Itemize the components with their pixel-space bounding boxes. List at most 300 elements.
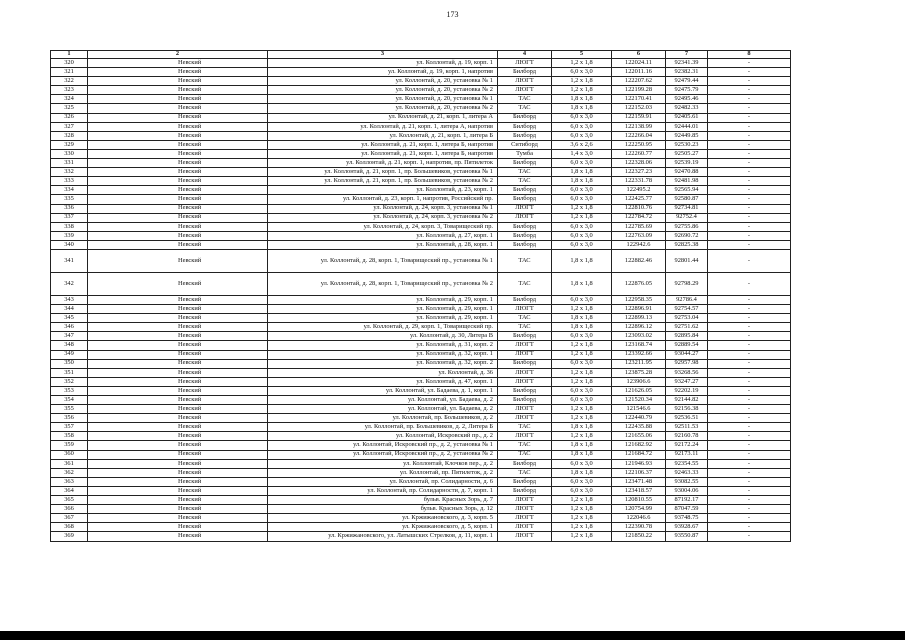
district-cell: Невский (88, 377, 268, 386)
address-cell: ул. Коллонтай, д. 23, корп. 1 (268, 186, 498, 195)
construction-type-cell: ТАС (498, 314, 552, 323)
coord-y-cell: 87192.17 (666, 496, 708, 505)
construction-type-cell: ТАС (498, 249, 552, 272)
size-cell: 6,0 х 3,0 (552, 359, 612, 368)
address-cell: ул. Коллонтай, ул. Бадаева, д. 2 (268, 405, 498, 414)
construction-type-cell: ТАС (498, 104, 552, 113)
row-number-cell: 342 (51, 272, 88, 295)
address-cell: ул. Кржижановского, д. 5, корп. 1 (268, 523, 498, 532)
table-row (51, 396, 791, 405)
coord-x-cell: 122266.04 (612, 131, 666, 140)
table-row (51, 177, 791, 186)
note-cell: - (708, 159, 791, 168)
row-number-cell: 334 (51, 186, 88, 195)
construction-type-cell: ЛЮГТ (498, 377, 552, 386)
coord-y-cell: 93928.67 (666, 523, 708, 532)
note-cell: - (708, 122, 791, 131)
coord-x-cell: 120810.55 (612, 496, 666, 505)
table-row (51, 122, 791, 131)
coord-y-cell: 92449.85 (666, 131, 708, 140)
row-number-cell: 328 (51, 131, 88, 140)
column-header: 8 (708, 51, 791, 59)
coord-y-cell: 92405.61 (666, 113, 708, 122)
row-number-cell: 358 (51, 432, 88, 441)
district-cell: Невский (88, 332, 268, 341)
note-cell: - (708, 532, 791, 541)
district-cell: Невский (88, 350, 268, 359)
size-cell: 1,2 х 1,8 (552, 204, 612, 213)
coord-y-cell: 87047.59 (666, 505, 708, 514)
note-cell: - (708, 423, 791, 432)
address-cell: ул. Коллонтай, д. 29, корп. 1 (268, 314, 498, 323)
district-cell: Невский (88, 514, 268, 523)
table-row (51, 332, 791, 341)
coord-y-cell: 92479.44 (666, 77, 708, 86)
coord-y-cell: 93044.27 (666, 350, 708, 359)
note-cell: - (708, 249, 791, 272)
address-cell: ул. Коллонтай, д. 30, Литера В (268, 332, 498, 341)
address-cell: ул. Кржижановского, ул. Латышских Стрелков, д. 11, корп. 1 (268, 532, 498, 541)
row-number-cell: 343 (51, 295, 88, 304)
coord-y-cell: 92536.51 (666, 414, 708, 423)
coord-x-cell: 121684.72 (612, 450, 666, 459)
coord-x-cell: 122159.91 (612, 113, 666, 122)
district-cell: Невский (88, 231, 268, 240)
row-number-cell: 324 (51, 95, 88, 104)
table-row (51, 168, 791, 177)
address-cell: ул. Коллонтай, д. 28, корп. 1 (268, 240, 498, 249)
construction-type-cell: Билборд (498, 486, 552, 495)
row-number-cell: 361 (51, 459, 88, 468)
address-cell: ул. Коллонтай, д. 20, установка № 2 (268, 86, 498, 95)
size-cell: 1,8 х 1,8 (552, 177, 612, 186)
row-number-cell: 350 (51, 359, 88, 368)
size-cell: 1,2 х 1,8 (552, 77, 612, 86)
coord-y-cell: 92475.79 (666, 86, 708, 95)
district-cell: Невский (88, 359, 268, 368)
column-header: 3 (268, 51, 498, 59)
address-cell: ул. Коллонтай, д. 21, корп. 1, литера Б, напротив (268, 140, 498, 149)
district-cell: Невский (88, 441, 268, 450)
coord-x-cell: 122785.69 (612, 222, 666, 231)
note-cell: - (708, 77, 791, 86)
district-cell: Невский (88, 68, 268, 77)
coord-x-cell: 123471.48 (612, 477, 666, 486)
district-cell: Невский (88, 140, 268, 149)
construction-type-cell: Билборд (498, 396, 552, 405)
district-cell: Невский (88, 95, 268, 104)
row-number-cell: 341 (51, 249, 88, 272)
construction-type-cell: ЛЮГТ (498, 350, 552, 359)
note-cell: - (708, 405, 791, 414)
row-number-cell: 369 (51, 532, 88, 541)
coord-y-cell: 92463.33 (666, 468, 708, 477)
row-number-cell: 360 (51, 450, 88, 459)
coord-x-cell: 122495.2 (612, 186, 666, 195)
construction-type-cell: ЛЮГТ (498, 523, 552, 532)
district-cell: Невский (88, 396, 268, 405)
table-row (51, 231, 791, 240)
coord-x-cell: 122882.46 (612, 249, 666, 272)
coord-x-cell: 122899.13 (612, 314, 666, 323)
row-number-cell: 351 (51, 368, 88, 377)
row-number-cell: 346 (51, 323, 88, 332)
column-header: 2 (88, 51, 268, 59)
note-cell: - (708, 377, 791, 386)
address-cell: ул. Коллонтай, д. 24, корп. 3, установка № 1 (268, 204, 498, 213)
row-number-cell: 333 (51, 177, 88, 186)
note-cell: - (708, 240, 791, 249)
note-cell: - (708, 131, 791, 140)
construction-type-cell: Билборд (498, 240, 552, 249)
address-cell: ул. Коллонтай, Клочков пер., д. 2 (268, 459, 498, 468)
address-cell: ул. Коллонтай, ул. Бадаева, д. 2 (268, 396, 498, 405)
row-number-cell: 320 (51, 59, 88, 68)
size-cell: 6,0 х 3,0 (552, 231, 612, 240)
address-cell: ул. Коллонтай, д. 21, корп. 1, пр. Большевиков, установка № 2 (268, 177, 498, 186)
coord-x-cell: 122046.6 (612, 514, 666, 523)
row-number-cell: 365 (51, 496, 88, 505)
coord-y-cell: 92755.86 (666, 222, 708, 231)
table-row (51, 159, 791, 168)
column-header: 7 (666, 51, 708, 59)
coord-y-cell: 92156.38 (666, 405, 708, 414)
note-cell: - (708, 414, 791, 423)
coord-x-cell: 123875.28 (612, 368, 666, 377)
coord-x-cell: 122011.16 (612, 68, 666, 77)
table-row (51, 272, 791, 295)
coord-y-cell: 92530.23 (666, 140, 708, 149)
note-cell: - (708, 441, 791, 450)
size-cell: 1,4 х 3,0 (552, 149, 612, 158)
address-cell: ул. Коллонтай, д. 24, корп. 3, Товарищеский пр. (268, 222, 498, 231)
size-cell: 1,8 х 1,8 (552, 314, 612, 323)
size-cell: 1,2 х 1,8 (552, 514, 612, 523)
size-cell: 6,0 х 3,0 (552, 240, 612, 249)
scan-bottom-edge (0, 631, 905, 640)
row-number-cell: 331 (51, 159, 88, 168)
district-cell: Невский (88, 314, 268, 323)
coord-x-cell: 122958.35 (612, 295, 666, 304)
row-number-cell: 356 (51, 414, 88, 423)
table-row (51, 95, 791, 104)
construction-type-cell: ЛЮГТ (498, 86, 552, 95)
address-cell: ул. Коллонтай, д. 28, корп. 1, Товарищеский пр., установка № 2 (268, 272, 498, 295)
address-cell: ул. Коллонтай, д. 28, корп. 1, Товарищеский пр., установка № 1 (268, 249, 498, 272)
size-cell: 1,8 х 1,8 (552, 104, 612, 113)
table-row (51, 441, 791, 450)
coord-x-cell: 123211.95 (612, 359, 666, 368)
row-number-cell: 362 (51, 468, 88, 477)
construction-type-cell: Тумба (498, 149, 552, 158)
coord-y-cell: 93748.75 (666, 514, 708, 523)
construction-type-cell: ЛЮГТ (498, 204, 552, 213)
table-row (51, 149, 791, 158)
placement-table (50, 50, 791, 542)
coord-x-cell: 122152.03 (612, 104, 666, 113)
table-row (51, 486, 791, 495)
table-row (51, 140, 791, 149)
size-cell: 6,0 х 3,0 (552, 477, 612, 486)
row-number-cell: 366 (51, 505, 88, 514)
table-row (51, 359, 791, 368)
construction-type-cell: Билборд (498, 222, 552, 231)
note-cell: - (708, 204, 791, 213)
address-cell: ул. Коллонтай, пр. Большевиков, д. 2 (268, 414, 498, 423)
table-row (51, 514, 791, 523)
district-cell: Невский (88, 104, 268, 113)
note-cell: - (708, 59, 791, 68)
row-number-cell: 344 (51, 305, 88, 314)
coord-x-cell: 122896.91 (612, 305, 666, 314)
column-number-row (51, 51, 791, 59)
coord-x-cell: 121850.22 (612, 532, 666, 541)
address-cell: ул. Коллонтай, Искровский пр., д. 2, установка № 2 (268, 450, 498, 459)
coord-x-cell: 122328.06 (612, 159, 666, 168)
construction-type-cell: Билборд (498, 113, 552, 122)
table-row (51, 186, 791, 195)
coord-x-cell: 121655.06 (612, 432, 666, 441)
address-cell: ул. Коллонтай, д. 29, корп. 1, Товарищеский пр. (268, 323, 498, 332)
construction-type-cell: ЛЮГТ (498, 77, 552, 86)
column-header: 6 (612, 51, 666, 59)
coord-y-cell: 92539.19 (666, 159, 708, 168)
coord-x-cell: 122331.78 (612, 177, 666, 186)
address-cell: ул. Коллонтай, д. 20, установка № 1 (268, 95, 498, 104)
coord-y-cell: 92160.78 (666, 432, 708, 441)
construction-type-cell: ЛЮГТ (498, 514, 552, 523)
size-cell: 1,2 х 1,8 (552, 86, 612, 95)
size-cell: 1,2 х 1,8 (552, 368, 612, 377)
table-row (51, 459, 791, 468)
note-cell: - (708, 305, 791, 314)
row-number-cell: 352 (51, 377, 88, 386)
size-cell: 6,0 х 3,0 (552, 386, 612, 395)
size-cell: 6,0 х 3,0 (552, 222, 612, 231)
size-cell: 1,2 х 1,8 (552, 496, 612, 505)
size-cell: 1,8 х 1,8 (552, 323, 612, 332)
coord-y-cell: 92754.57 (666, 305, 708, 314)
coord-y-cell: 93004.06 (666, 486, 708, 495)
coord-x-cell: 121682.92 (612, 441, 666, 450)
table-row (51, 314, 791, 323)
size-cell: 1,2 х 1,8 (552, 405, 612, 414)
row-number-cell: 322 (51, 77, 88, 86)
construction-type-cell: ТАС (498, 168, 552, 177)
address-cell: ул. Коллонтай, д. 29, корп. 1 (268, 295, 498, 304)
row-number-cell: 338 (51, 222, 88, 231)
note-cell: - (708, 95, 791, 104)
coord-x-cell: 122024.11 (612, 59, 666, 68)
row-number-cell: 359 (51, 441, 88, 450)
district-cell: Невский (88, 368, 268, 377)
coord-y-cell: 92753.04 (666, 314, 708, 323)
district-cell: Невский (88, 405, 268, 414)
table-body (51, 59, 791, 542)
table-row (51, 104, 791, 113)
size-cell: 6,0 х 3,0 (552, 332, 612, 341)
note-cell: - (708, 68, 791, 77)
note-cell: - (708, 104, 791, 113)
coord-x-cell: 123168.74 (612, 341, 666, 350)
row-number-cell: 345 (51, 314, 88, 323)
coord-y-cell: 93268.56 (666, 368, 708, 377)
coord-y-cell: 92751.62 (666, 323, 708, 332)
district-cell: Невский (88, 204, 268, 213)
address-cell: ул. Коллонтай, д. 21, корп. 1, литера Б (268, 131, 498, 140)
note-cell: - (708, 450, 791, 459)
table-row (51, 222, 791, 231)
district-cell: Невский (88, 213, 268, 222)
coord-x-cell: 122435.88 (612, 423, 666, 432)
address-cell: ул. Коллонтай, д. 47, корп. 1 (268, 377, 498, 386)
address-cell: ул. Коллонтай, д. 32, корп. 2 (268, 359, 498, 368)
size-cell: 1,2 х 1,8 (552, 350, 612, 359)
size-cell: 1,2 х 1,8 (552, 341, 612, 350)
size-cell: 1,2 х 1,8 (552, 432, 612, 441)
construction-type-cell: ЛЮГТ (498, 59, 552, 68)
coord-y-cell: 92752.4 (666, 213, 708, 222)
district-cell: Невский (88, 240, 268, 249)
row-number-cell: 336 (51, 204, 88, 213)
note-cell: - (708, 186, 791, 195)
construction-type-cell: Билборд (498, 131, 552, 140)
district-cell: Невский (88, 77, 268, 86)
note-cell: - (708, 86, 791, 95)
construction-type-cell: ЛЮГТ (498, 341, 552, 350)
coord-x-cell: 121520.34 (612, 396, 666, 405)
construction-type-cell: ТАС (498, 272, 552, 295)
district-cell: Невский (88, 523, 268, 532)
construction-type-cell: Билборд (498, 386, 552, 395)
size-cell: 6,0 х 3,0 (552, 68, 612, 77)
address-cell: ул. Коллонтай, д. 21, корп. 1, литера А, напротив (268, 122, 498, 131)
coord-y-cell: 92382.31 (666, 68, 708, 77)
row-number-cell: 337 (51, 213, 88, 222)
coord-x-cell: 121946.93 (612, 459, 666, 468)
district-cell: Невский (88, 249, 268, 272)
coord-x-cell: 122170.41 (612, 95, 666, 104)
construction-type-cell: ТАС (498, 450, 552, 459)
address-cell: бульв. Красных Зорь, д. 12 (268, 505, 498, 514)
size-cell: 1,2 х 1,8 (552, 377, 612, 386)
construction-type-cell: Ситиборд (498, 140, 552, 149)
size-cell: 6,0 х 3,0 (552, 122, 612, 131)
construction-type-cell: ЛЮГТ (498, 505, 552, 514)
note-cell: - (708, 368, 791, 377)
construction-type-cell: Билборд (498, 159, 552, 168)
coord-y-cell: 92801.44 (666, 249, 708, 272)
table-row (51, 295, 791, 304)
table-row (51, 305, 791, 314)
district-cell: Невский (88, 432, 268, 441)
size-cell: 1,2 х 1,8 (552, 532, 612, 541)
address-cell: ул. Коллонтай, д. 32, корп. 1 (268, 350, 498, 359)
size-cell: 6,0 х 3,0 (552, 486, 612, 495)
note-cell: - (708, 523, 791, 532)
district-cell: Невский (88, 477, 268, 486)
coord-y-cell: 93550.87 (666, 532, 708, 541)
row-number-cell: 354 (51, 396, 88, 405)
note-cell: - (708, 140, 791, 149)
note-cell: - (708, 341, 791, 350)
table-row (51, 450, 791, 459)
table-row (51, 377, 791, 386)
construction-type-cell: ЛЮГТ (498, 213, 552, 222)
row-number-cell: 332 (51, 168, 88, 177)
district-cell: Невский (88, 423, 268, 432)
table-row (51, 414, 791, 423)
coord-y-cell: 92495.46 (666, 95, 708, 104)
coord-y-cell: 92690.72 (666, 231, 708, 240)
construction-type-cell: Билборд (498, 195, 552, 204)
table-row (51, 249, 791, 272)
row-number-cell: 368 (51, 523, 88, 532)
construction-type-cell: Билборд (498, 332, 552, 341)
coord-x-cell: 123093.02 (612, 332, 666, 341)
coord-x-cell: 123906.6 (612, 377, 666, 386)
address-cell: ул. Коллонтай, д. 24, корп. 3, установка № 2 (268, 213, 498, 222)
district-cell: Невский (88, 159, 268, 168)
row-number-cell: 355 (51, 405, 88, 414)
address-cell: ул. Коллонтай, д. 36 (268, 368, 498, 377)
address-cell: ул. Коллонтай, д. 29, корп. 1 (268, 305, 498, 314)
size-cell: 1,2 х 1,8 (552, 213, 612, 222)
coord-y-cell: 92470.88 (666, 168, 708, 177)
construction-type-cell: ЛЮГТ (498, 305, 552, 314)
coord-y-cell: 92481.98 (666, 177, 708, 186)
note-cell: - (708, 168, 791, 177)
address-cell: ул. Коллонтай, Искровский пр., д. 2, установка № 1 (268, 441, 498, 450)
district-cell: Невский (88, 59, 268, 68)
note-cell: - (708, 486, 791, 495)
note-cell: - (708, 177, 791, 186)
district-cell: Невский (88, 505, 268, 514)
coord-y-cell: 92341.39 (666, 59, 708, 68)
construction-type-cell: ТАС (498, 468, 552, 477)
district-cell: Невский (88, 195, 268, 204)
size-cell: 1,8 х 1,8 (552, 249, 612, 272)
coord-y-cell: 92173.11 (666, 450, 708, 459)
coord-x-cell: 122199.28 (612, 86, 666, 95)
row-number-cell: 347 (51, 332, 88, 341)
district-cell: Невский (88, 468, 268, 477)
size-cell: 1,8 х 1,8 (552, 168, 612, 177)
district-cell: Невский (88, 450, 268, 459)
row-number-cell: 326 (51, 113, 88, 122)
note-cell: - (708, 496, 791, 505)
coord-y-cell: 92957.98 (666, 359, 708, 368)
coord-x-cell: 122327.23 (612, 168, 666, 177)
size-cell: 1,8 х 1,8 (552, 441, 612, 450)
note-cell: - (708, 350, 791, 359)
note-cell: - (708, 113, 791, 122)
district-cell: Невский (88, 414, 268, 423)
table-row (51, 468, 791, 477)
address-cell: бульв. Красных Зорь, д. 7 (268, 496, 498, 505)
note-cell: - (708, 477, 791, 486)
construction-type-cell: ТАС (498, 323, 552, 332)
address-cell: ул. Коллонтай, пр. Солидарности, д. 6 (268, 477, 498, 486)
size-cell: 6,0 х 3,0 (552, 159, 612, 168)
coord-x-cell: 122896.12 (612, 323, 666, 332)
construction-type-cell: ЛЮГТ (498, 532, 552, 541)
district-cell: Невский (88, 113, 268, 122)
note-cell: - (708, 386, 791, 395)
district-cell: Невский (88, 532, 268, 541)
table-row (51, 131, 791, 140)
coord-x-cell: 122784.72 (612, 213, 666, 222)
